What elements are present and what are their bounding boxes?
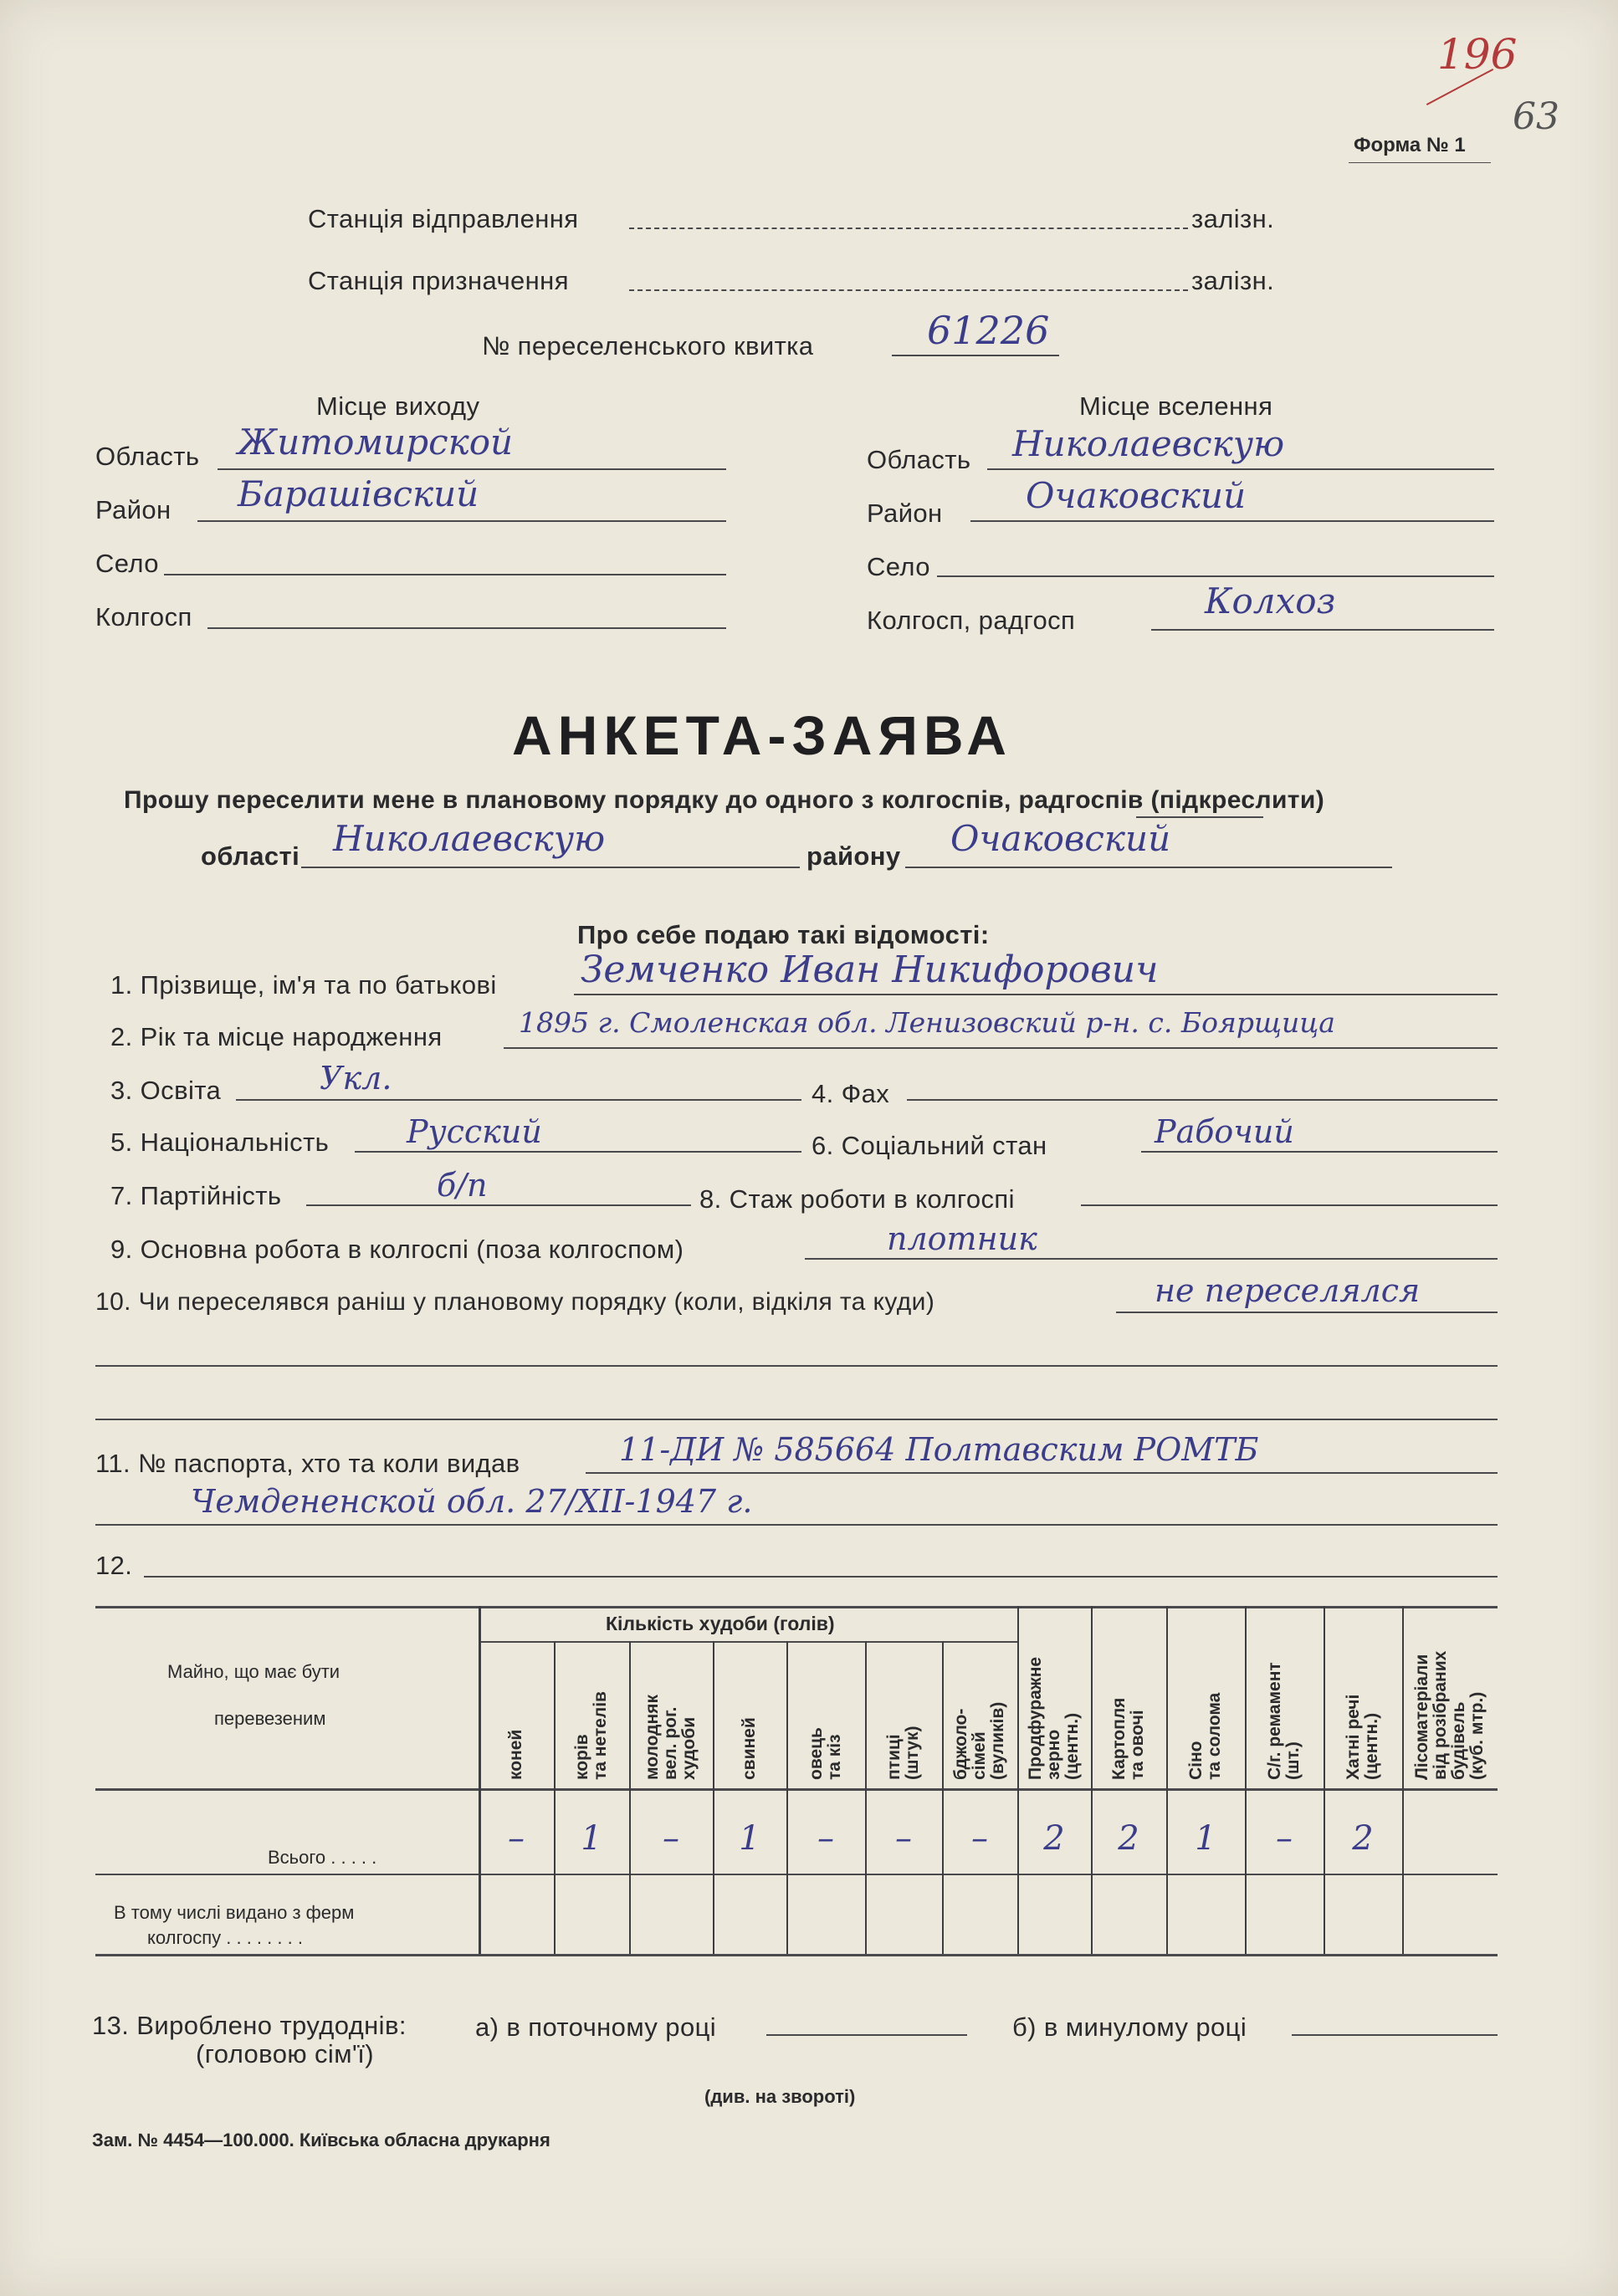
q13-sub: (головою сім'ї) xyxy=(196,2039,374,2068)
table-column-header: коней xyxy=(506,1729,525,1780)
table-group-header: Кількість худоби (голів) xyxy=(606,1613,835,1634)
request-oblast-value: Николаевскую xyxy=(333,818,606,859)
ticket-field[interactable] xyxy=(892,355,1059,356)
q13-a-label: а) в поточному році xyxy=(475,2012,717,2042)
row-total-label: Всього . . . . . xyxy=(268,1847,377,1868)
q13-b-label: б) в минулому році xyxy=(1012,2012,1247,2042)
table-column-header: Сіно та солома xyxy=(1186,1692,1225,1780)
origin-oblast-value: Житомирской xyxy=(238,422,514,463)
request-raion-value: Очаковский xyxy=(950,818,1171,859)
table-cell: – xyxy=(508,1819,525,1858)
table-column-header: свиней xyxy=(740,1717,759,1780)
table-column-header: Хатні речі (центн.) xyxy=(1344,1694,1382,1780)
destination-title: Місце вселення xyxy=(1079,391,1273,421)
q3-value: Укл. xyxy=(320,1060,392,1097)
table-row-header-line1: Майно, що має бути xyxy=(167,1661,340,1682)
table-cell: – xyxy=(817,1819,834,1858)
table-column-header: бджоло- сімей (вуликів) xyxy=(951,1701,1008,1780)
departure-station-suffix: залізн. xyxy=(1191,204,1275,233)
table-cell: – xyxy=(895,1819,912,1858)
q11-value: 11-ДИ № 585664 Полтавским РОМТБ xyxy=(619,1431,1259,1468)
q4-label: 4. Фах xyxy=(812,1079,890,1108)
table-column-header: овець та кіз xyxy=(806,1727,845,1780)
intro-text: Про себе подаю такі відомості: xyxy=(577,920,990,949)
q9-label: 9. Основна робота в колгоспі (поза колгоспом) xyxy=(110,1235,684,1264)
table-column-header: Лісоматеріали від розібраних будівель (куб. мтр.) xyxy=(1412,1650,1487,1780)
q2-field[interactable] xyxy=(504,1047,1498,1049)
table-column-header: Продфуражне зерно (центн.) xyxy=(1026,1656,1083,1780)
archive-number: 196 xyxy=(1437,30,1518,79)
dest-kolhosp-value: Колхоз xyxy=(1205,580,1336,621)
table-column-header: С/г. ремамент (шт.) xyxy=(1265,1662,1303,1780)
origin-title: Місце виходу xyxy=(316,391,480,421)
q6-value: Рабочий xyxy=(1155,1113,1294,1150)
q10-value: не переселялся xyxy=(1155,1272,1421,1309)
table-cell: 2 xyxy=(1043,1819,1065,1858)
q6-field[interactable] xyxy=(1141,1151,1498,1153)
request-oblast-field[interactable] xyxy=(301,867,800,868)
origin-oblast-label: Область xyxy=(95,442,200,471)
q12-field[interactable] xyxy=(144,1576,1498,1578)
departure-station-label: Станція відправлення xyxy=(308,204,579,233)
table-cell: – xyxy=(663,1819,679,1858)
row-farm-label-1: В тому числі видано з ферм xyxy=(114,1902,355,1923)
q5-label: 5. Національність xyxy=(110,1128,330,1157)
q1-label: 1. Прізвище, ім'я та по батькові xyxy=(110,970,497,1000)
q5-field[interactable] xyxy=(355,1151,801,1153)
ticket-value: 61226 xyxy=(927,308,1050,353)
q8-label: 8. Стаж роботи в колгоспі xyxy=(699,1184,1015,1214)
form-number: Форма № 1 xyxy=(1354,134,1466,156)
origin-oblast-field[interactable] xyxy=(218,468,726,470)
dest-raion-value: Очаковский xyxy=(1026,475,1247,516)
dest-raion-label: Район xyxy=(867,499,943,528)
q7-label: 7. Партійність xyxy=(110,1181,282,1210)
archive-subnumber: 63 xyxy=(1513,95,1559,138)
table-row-header-line2: перевезеним xyxy=(214,1708,326,1729)
q8-field[interactable] xyxy=(1081,1204,1498,1206)
dest-oblast-label: Область xyxy=(867,445,971,474)
q6-label: 6. Соціальний стан xyxy=(812,1131,1047,1160)
table-cell: 2 xyxy=(1118,1819,1139,1858)
q10-field[interactable] xyxy=(1116,1312,1498,1313)
q3-field[interactable] xyxy=(236,1099,801,1101)
dest-oblast-value: Николаевскую xyxy=(1012,423,1285,464)
q10-field-line2[interactable] xyxy=(95,1365,1498,1367)
document-title: АНКЕТА-ЗАЯВА xyxy=(512,704,1012,766)
q13-label: 13. Вироблено трудоднів: xyxy=(92,2011,407,2040)
q7-field[interactable] xyxy=(306,1204,691,1206)
origin-selo-label: Село xyxy=(95,549,159,578)
dest-selo-field[interactable] xyxy=(937,575,1494,577)
table-column-header: Картопля та овочі xyxy=(1109,1697,1148,1780)
origin-kolhosp-field[interactable] xyxy=(207,627,726,629)
destination-station-label: Станція призначення xyxy=(308,266,569,295)
q7-value: б/п xyxy=(437,1167,488,1204)
see-back-note: (див. на звороті) xyxy=(704,2086,856,2107)
q9-value: плотник xyxy=(887,1220,1037,1257)
printer-imprint: Зам. № 4454—100.000. Київська обласна друкарня xyxy=(92,2130,550,2150)
q13-a-field[interactable] xyxy=(766,2034,967,2036)
table-cell: 1 xyxy=(581,1819,602,1858)
request-line: Прошу переселити мене в плановому порядку до одного з колгоспів, радгоспів (підкреслити) xyxy=(124,786,1325,814)
q11-field[interactable] xyxy=(586,1472,1498,1474)
origin-raion-field[interactable] xyxy=(197,520,726,522)
q1-field[interactable] xyxy=(574,994,1498,995)
origin-raion-value: Барашівский xyxy=(238,473,479,514)
table-column-header: молодняк вел. рог. худоби xyxy=(643,1695,699,1780)
q2-value: 1895 г. Смоленская обл. Ленизовский р-н. с. Боярщица xyxy=(519,1006,1335,1039)
q4-field[interactable] xyxy=(907,1099,1498,1101)
origin-raion-label: Район xyxy=(95,495,172,524)
dest-kolhosp-field[interactable] xyxy=(1151,629,1494,631)
dest-oblast-field[interactable] xyxy=(987,468,1494,470)
table-cell: 1 xyxy=(739,1819,760,1858)
table-column-header: корів та нетелів xyxy=(572,1691,611,1780)
q1-value: Земченко Иван Никифорович xyxy=(581,949,1159,991)
q9-field[interactable] xyxy=(805,1258,1498,1260)
q11-field-line2[interactable] xyxy=(95,1524,1498,1526)
q10-field-line3[interactable] xyxy=(95,1419,1498,1420)
request-raion-field[interactable] xyxy=(905,867,1392,868)
origin-selo-field[interactable] xyxy=(164,574,726,575)
q10-label: 10. Чи переселявся раніш у плановому порядку (коли, відкіля та куди) xyxy=(95,1288,935,1316)
origin-kolhosp-label: Колгосп xyxy=(95,602,192,632)
q13-b-field[interactable] xyxy=(1292,2034,1498,2036)
table-cell: 1 xyxy=(1195,1819,1216,1858)
dest-kolhosp-label: Колгосп, радгосп xyxy=(867,606,1076,635)
destination-station-suffix: залізн. xyxy=(1191,266,1275,295)
table-cell: – xyxy=(1276,1819,1293,1858)
departure-station-field[interactable] xyxy=(629,228,1188,229)
q11-value2: Чемдененской обл. 27/XII-1947 г. xyxy=(191,1483,753,1520)
q12-label: 12. xyxy=(95,1551,133,1580)
row-farm-label-2: колгоспу . . . . . . . . xyxy=(147,1927,303,1948)
q5-value: Русский xyxy=(407,1113,542,1150)
q2-label: 2. Рік та місце народження xyxy=(110,1022,443,1051)
ticket-label: № переселенського квитка xyxy=(482,331,814,361)
table-column-header: птиці (штук) xyxy=(884,1726,923,1780)
request-raion-label: району xyxy=(806,841,901,871)
request-oblast-label: області xyxy=(201,841,300,871)
table-cell: 2 xyxy=(1352,1819,1374,1858)
q3-label: 3. Освіта xyxy=(110,1076,222,1105)
dest-selo-label: Село xyxy=(867,552,930,581)
q11-label: 11. № паспорта, хто та коли видав xyxy=(95,1449,520,1478)
destination-station-field[interactable] xyxy=(629,289,1188,291)
dest-raion-field[interactable] xyxy=(970,520,1494,522)
table-cell: – xyxy=(971,1819,988,1858)
